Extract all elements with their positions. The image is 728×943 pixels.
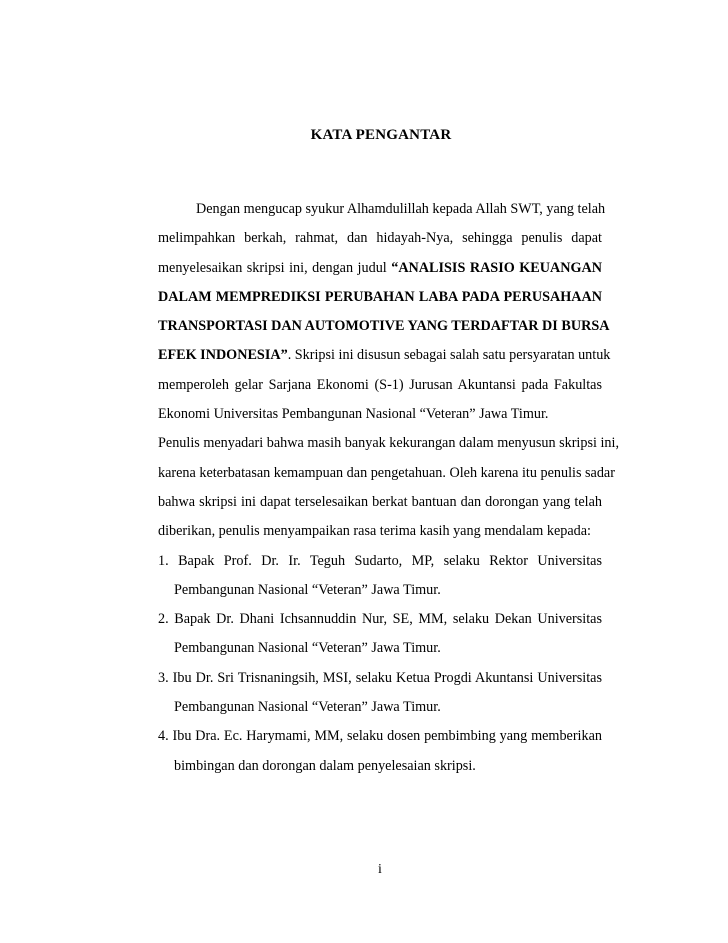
paragraph-intro (158, 195, 611, 429)
body-text (158, 195, 619, 781)
paragraph-line: melimpahkan berkah, rahmat, dan hidayah-Nya, sehingga penulis dapat (158, 230, 602, 247)
paragraph-line: Dengan mengucap syukur Alhamdulillah kepada Allah SWT, yang telah (196, 201, 606, 217)
paragraph-text: menyelesaikan skripsi ini, dengan judul (158, 259, 392, 276)
list-item (158, 547, 602, 606)
list-item-line: Pembangunan Nasional “Veteran” Jawa Timur. (174, 640, 441, 657)
list-item-line: Pembangunan Nasional “Veteran” Jawa Timur. (174, 699, 441, 716)
list-item (158, 722, 602, 781)
list-item-line: 3. Ibu Dr. Sri Trisnaningsih, MSI, selaku Ketua Progdi Akuntansi Universitas (158, 669, 602, 686)
paragraph-line (158, 254, 602, 283)
paragraph-line (158, 341, 611, 370)
thesis-title-text: “ANALISIS RASIO KEUANGAN (391, 259, 603, 276)
acknowledgement-list (158, 547, 602, 781)
paragraph-text: . Skripsi ini disusun sebagai salah satu persyaratan untuk (287, 347, 611, 364)
paragraph-line: karena keterbatasan kemampuan dan pengetahuan. Oleh karena itu penulis sadar (158, 464, 615, 481)
thesis-title-line: TRANSPORTASI DAN AUTOMOTIVE YANG TERDAFTAR DI BURSA (158, 318, 610, 335)
paragraph-line: bahwa skripsi ini dapat terselesaikan berkat bantuan dan dorongan yang telah (158, 493, 602, 510)
list-item (158, 605, 602, 664)
paragraph-line: Penulis menyadari bahwa masih banyak kekurangan dalam menyusun skripsi ini, (158, 435, 619, 452)
page-number: i (378, 862, 382, 877)
list-item (158, 664, 602, 723)
list-item-line: bimbingan dan dorongan dalam penyelesaian skripsi. (174, 757, 476, 774)
page-title: KATA PENGANTAR (310, 127, 452, 143)
thesis-title-text: EFEK INDONESIA” (158, 347, 288, 364)
list-item-line: Pembangunan Nasional “Veteran” Jawa Timur. (174, 581, 441, 598)
thesis-title-line: DALAM MEMPREDIKSI PERUBAHAN LABA PADA PERUSAHAAN (158, 288, 602, 305)
paragraph-line: Ekonomi Universitas Pembangunan Nasional “Veteran” Jawa Timur. (158, 406, 549, 423)
paragraph-line: diberikan, penulis menyampaikan rasa terima kasih yang mendalam kepada: (158, 523, 591, 540)
list-item-line: 1. Bapak Prof. Dr. Ir. Teguh Sudarto, MP, selaku Rektor Universitas (158, 552, 602, 569)
paragraph-line: memperoleh gelar Sarjana Ekonomi (S-1) Jurusan Akuntansi pada Fakultas (158, 376, 602, 393)
paragraph-acknowledgement (158, 429, 619, 546)
list-item-line: 4. Ibu Dra. Ec. Harymami, MM, selaku dosen pembimbing yang memberikan (158, 728, 602, 745)
list-item-line: 2. Bapak Dr. Dhani Ichsannuddin Nur, SE, MM, selaku Dekan Universitas (158, 611, 602, 628)
